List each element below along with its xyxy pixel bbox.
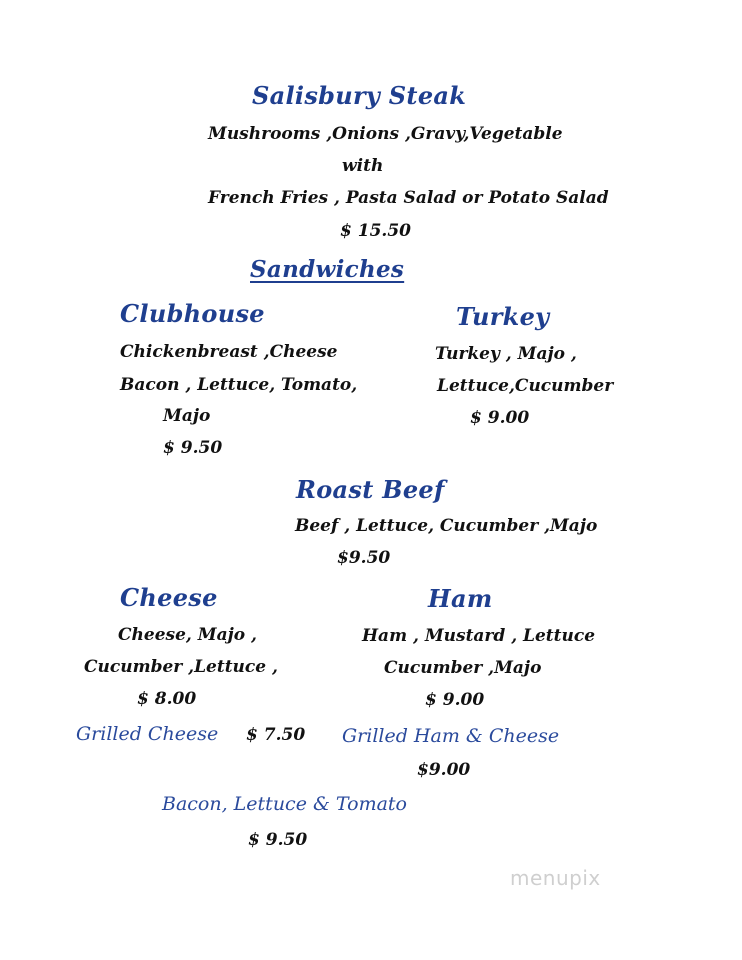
sandwiches-heading: Sandwiches	[250, 256, 405, 283]
ham-line-1: Ham , Mustard , Lettuce	[362, 626, 596, 646]
turkey-title: Turkey	[456, 302, 550, 331]
clubhouse-price: $ 9.50	[163, 438, 223, 458]
grilled-ham-cheese-title: Grilled Ham & Cheese	[342, 725, 560, 747]
clubhouse-line-1: Chickenbreast ,Cheese	[120, 342, 338, 362]
salisbury-steak-line-3: French Fries , Pasta Salad or Potato Salad	[208, 188, 609, 208]
cheese-line-1: Cheese, Majo ,	[118, 625, 257, 645]
blt-price: $ 9.50	[248, 830, 308, 850]
salisbury-steak-line-2: with	[342, 156, 384, 176]
turkey-price: $ 9.00	[470, 408, 530, 428]
roast-beef-line-1: Beef , Lettuce, Cucumber ,Majo	[295, 516, 598, 536]
ham-price: $ 9.00	[425, 690, 485, 710]
ham-line-2: Cucumber ,Majo	[384, 658, 542, 678]
clubhouse-title: Clubhouse	[120, 299, 265, 328]
grilled-cheese-price: $ 7.50	[246, 725, 306, 745]
roast-beef-title: Roast Beef	[296, 475, 445, 504]
blt-title: Bacon, Lettuce & Tomato	[162, 793, 407, 815]
clubhouse-line-3: Majo	[163, 406, 211, 426]
grilled-cheese-title: Grilled Cheese	[76, 723, 219, 745]
menupix-watermark: menupix	[510, 866, 601, 890]
turkey-line-2: Lettuce,Cucumber	[437, 376, 614, 396]
cheese-price: $ 8.00	[137, 689, 197, 709]
cheese-line-2: Cucumber ,Lettuce ,	[84, 657, 278, 677]
salisbury-steak-title: Salisbury Steak	[252, 81, 467, 110]
ham-title: Ham	[428, 584, 493, 613]
roast-beef-price: $9.50	[337, 548, 391, 568]
grilled-ham-cheese-price: $9.00	[417, 760, 471, 780]
salisbury-steak-line-1: Mushrooms ,Onions ,Gravy,Vegetable	[208, 124, 563, 144]
cheese-title: Cheese	[120, 583, 218, 612]
clubhouse-line-2: Bacon , Lettuce, Tomato,	[120, 375, 358, 395]
turkey-line-1: Turkey , Majo ,	[435, 344, 577, 364]
salisbury-steak-price: $ 15.50	[340, 221, 411, 241]
